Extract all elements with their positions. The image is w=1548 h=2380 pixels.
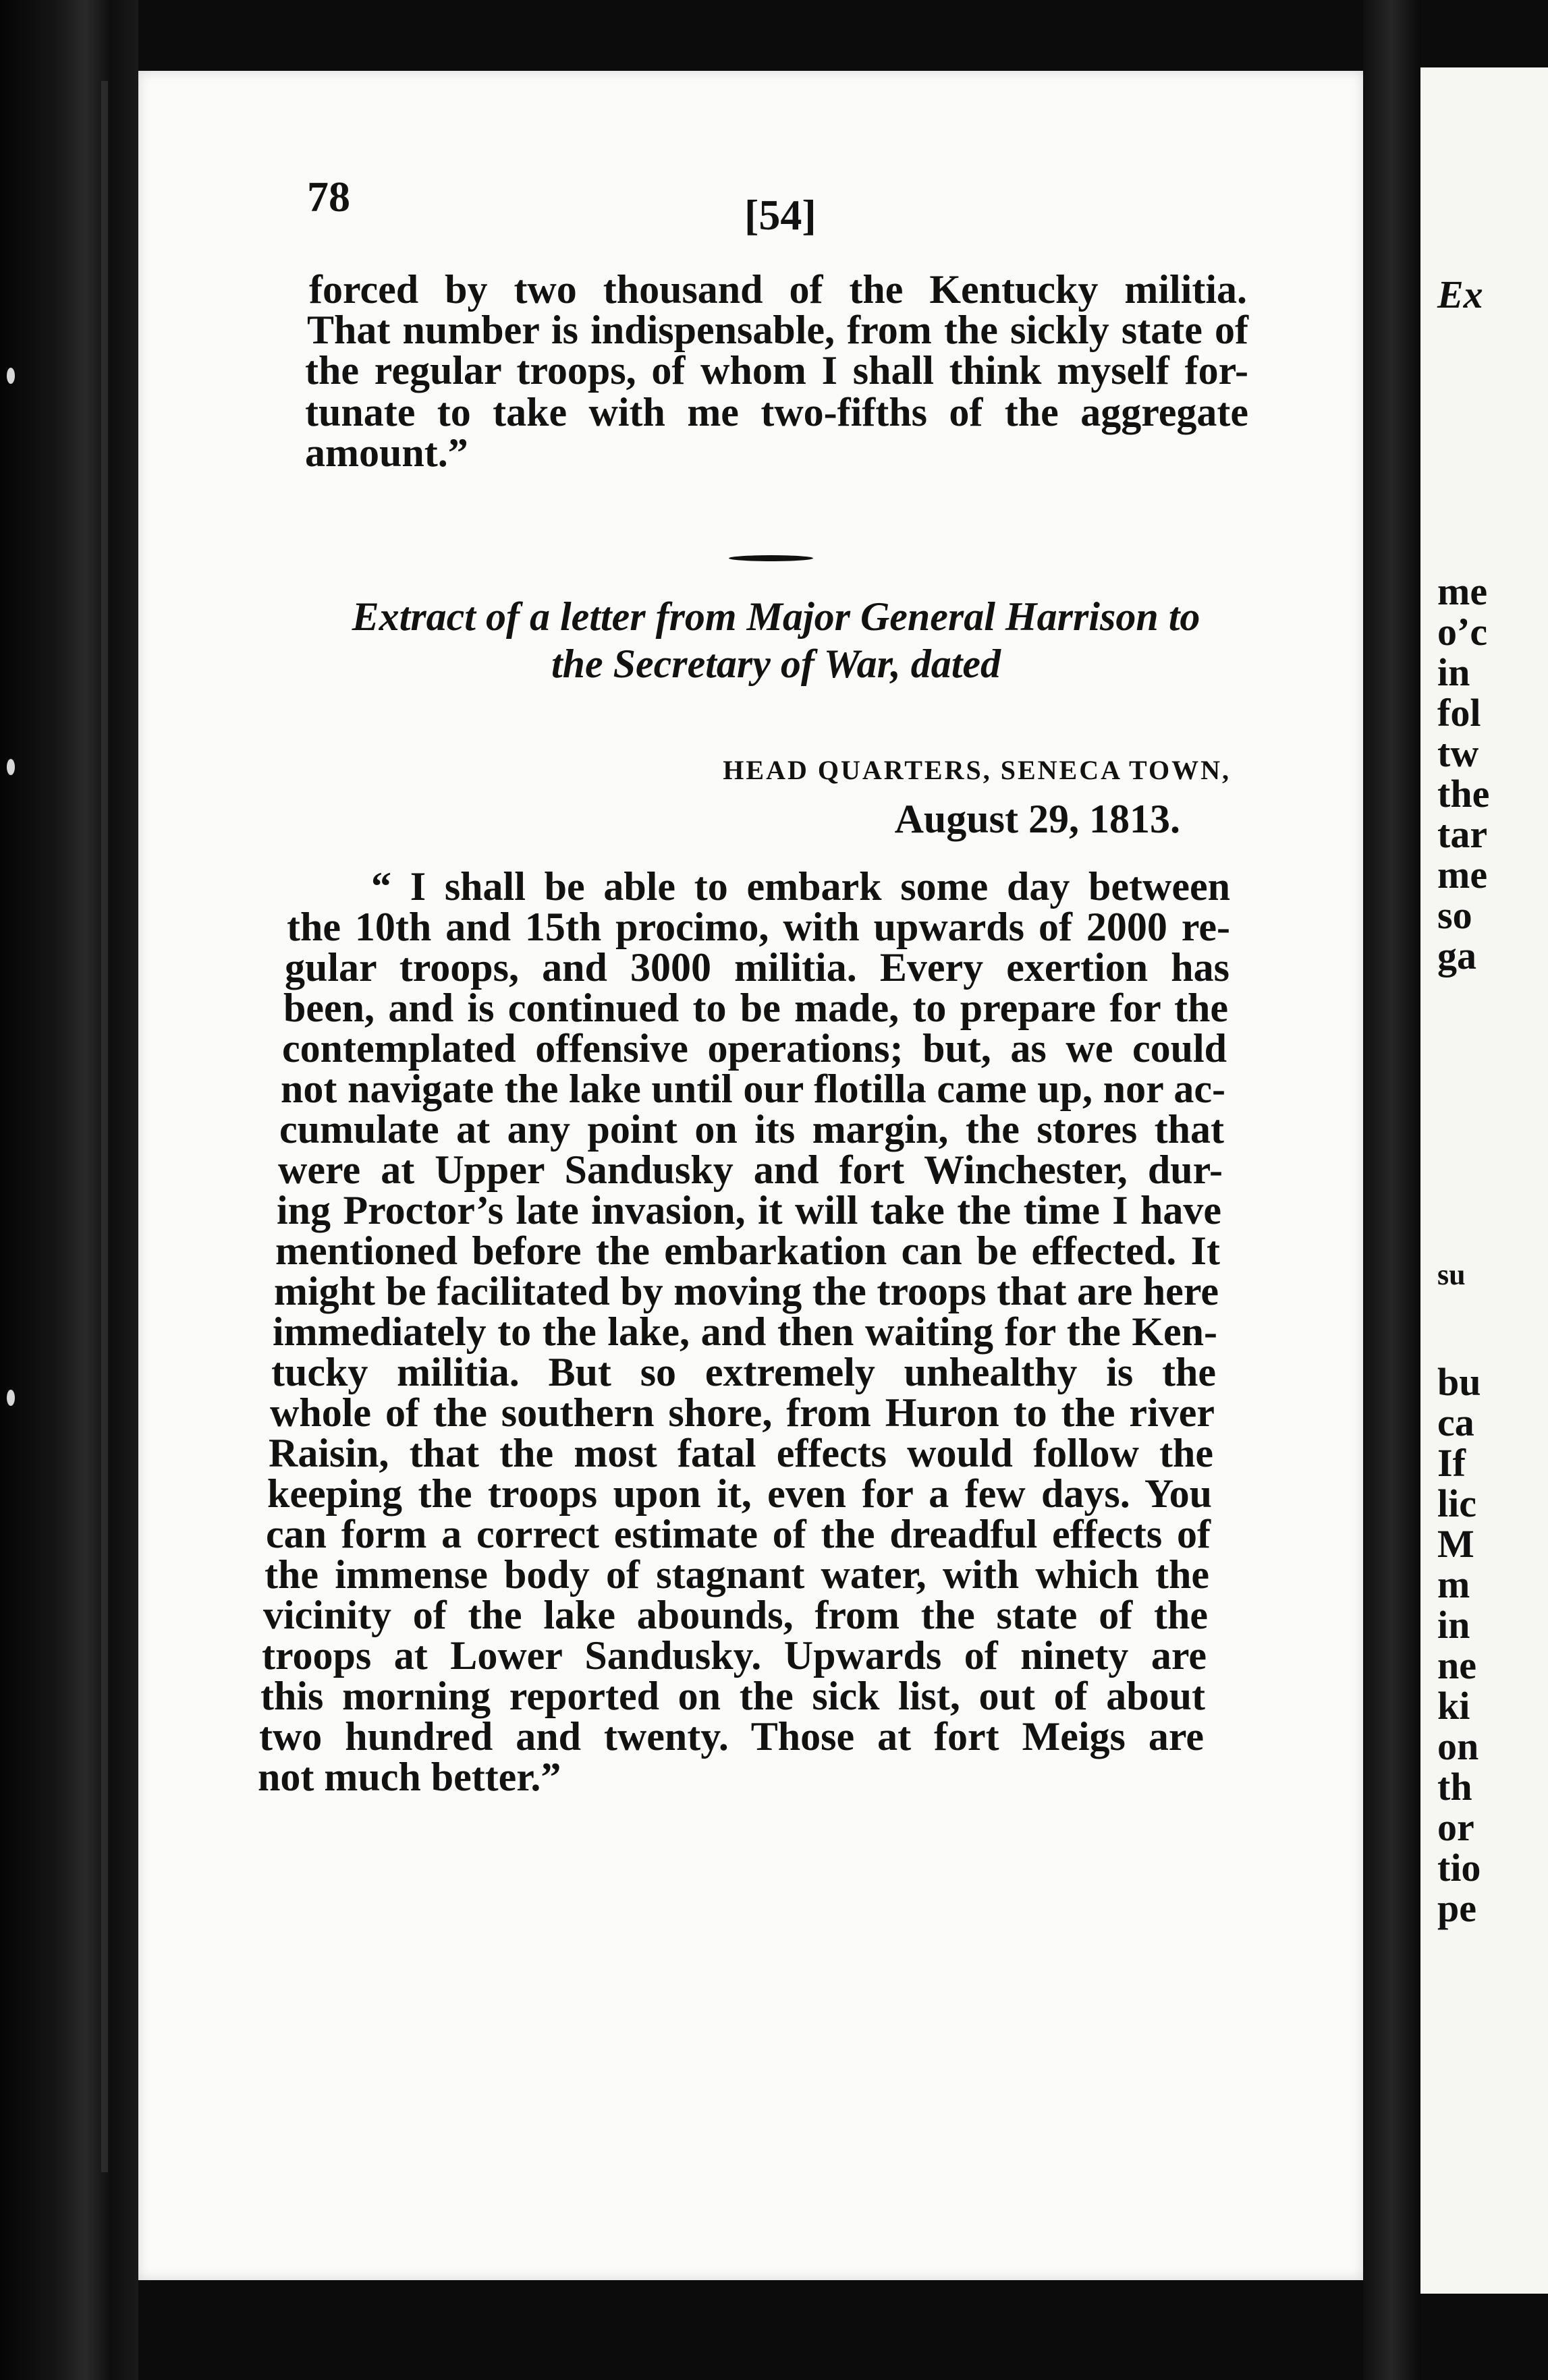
facing-page-fragment: the — [1437, 772, 1490, 816]
facing-page-fragment: th — [1437, 1765, 1472, 1809]
text-line: were at Upper Sandusky and fort Winchester, dur- — [278, 1148, 1223, 1192]
binding-mark — [7, 759, 15, 775]
binding-mark — [7, 368, 15, 384]
text-line: keeping the troops upon it, even for a few days. You — [267, 1471, 1212, 1516]
binding-edge — [101, 81, 108, 2172]
facing-page-fragment: ga — [1437, 934, 1476, 978]
text-line: contemplated offensive operations; but, as we could — [282, 1026, 1227, 1071]
facing-page-fragment: on — [1437, 1724, 1479, 1768]
text-line: been, and is continued to be made, to prepare for the — [283, 986, 1228, 1030]
facing-page-fragment: pe — [1437, 1886, 1476, 1930]
text-line: troops at Lower Sandusky. Upwards of ninety are — [262, 1633, 1207, 1678]
text-line: this morning reported on the sick list, out of about — [260, 1674, 1205, 1718]
facing-page-fragment: or — [1437, 1805, 1474, 1849]
extract-title-line: the Secretary of War, dated — [551, 642, 1001, 686]
facing-page-fragment: ki — [1437, 1684, 1470, 1728]
facing-page-fragment: in — [1437, 650, 1470, 694]
facing-page-fragment: lic — [1437, 1481, 1476, 1525]
facing-page-fragment: tio — [1437, 1846, 1481, 1890]
letter-location: HEAD QUARTERS, SENECA TOWN, — [723, 755, 1231, 785]
text-line: forced by two thousand of the Kentucky militia. — [309, 267, 1247, 312]
text-line: whole of the southern shore, from Huron to the river — [270, 1390, 1215, 1435]
binding-mark — [7, 1390, 15, 1406]
facing-page-fragment: M — [1437, 1522, 1474, 1566]
text-line: amount.” — [305, 430, 468, 475]
facing-page-fragment: If — [1437, 1441, 1466, 1485]
text-line: tunate to take with me two-fifths of the aggregate — [305, 390, 1248, 434]
text-line: ing Proctor’s late invasion, it will take the time I have — [277, 1188, 1221, 1232]
page-number: 78 — [307, 173, 350, 221]
text-line: vicinity of the lake abounds, from the state of the — [263, 1593, 1208, 1637]
text-line: “ I shall be able to embark some day between — [371, 864, 1230, 909]
text-line: not navigate the lake until our flotilla came up, nor ac- — [281, 1067, 1225, 1111]
letter-date: August 29, 1813. — [894, 797, 1180, 841]
facing-page-fragment: Ex — [1437, 273, 1483, 316]
facing-page-fragment: me — [1437, 569, 1488, 613]
text-line: can form a correct estimate of the dreadful effects of — [266, 1512, 1211, 1556]
text-line: cumulate at any point on its margin, the stores that — [279, 1107, 1224, 1152]
facing-page-fragment: fol — [1437, 691, 1481, 735]
facing-page-fragment: me — [1437, 853, 1488, 897]
facing-page-fragment: o’c — [1437, 610, 1488, 654]
extract-title-line: Extract of a letter from Major General Harrison to — [352, 594, 1200, 639]
facing-page-fragment: so — [1437, 893, 1472, 937]
facing-page-fragment: tw — [1437, 731, 1479, 775]
text-line: the regular troops, of whom I shall think myself for- — [305, 348, 1248, 393]
facing-page-fragment: ca — [1437, 1400, 1474, 1444]
text-line: not much better.” — [258, 1755, 561, 1799]
facing-page-fragment: bu — [1437, 1360, 1481, 1404]
text-line: the immense body of stagnant water, with which the — [265, 1552, 1209, 1597]
text-line: two hundred and twenty. Those at fort Meigs are — [259, 1714, 1204, 1759]
section-divider — [729, 555, 813, 561]
facing-page — [1420, 67, 1548, 2294]
text-line: mentioned before the embarkation can be effected. It — [275, 1228, 1220, 1273]
facing-page-fragment: in — [1437, 1603, 1470, 1647]
facing-page-fragment: m — [1437, 1562, 1470, 1606]
text-line: tucky militia. But so extremely unhealthy is the — [271, 1350, 1216, 1394]
text-line: gular troops, and 3000 militia. Every exertion has — [285, 945, 1229, 990]
facing-page-fragment: tar — [1437, 812, 1488, 856]
text-line: immediately to the lake, and then waiting for the Ken- — [273, 1309, 1217, 1354]
text-line: That number is indispensable, from the sickly state of — [307, 308, 1248, 352]
facing-page-fragment: su — [1437, 1258, 1466, 1291]
facing-page-fragment: ne — [1437, 1643, 1476, 1687]
text-line: the 10th and 15th procimo, with upwards of 2000 re- — [287, 905, 1230, 949]
book-binding — [0, 0, 138, 2380]
bracketed-page-number: [54] — [744, 191, 817, 239]
text-line: Raisin, that the most fatal effects would follow the — [269, 1431, 1213, 1475]
text-line: might be facilitated by moving the troops that are here — [274, 1269, 1219, 1313]
right-gutter — [1363, 0, 1420, 2380]
